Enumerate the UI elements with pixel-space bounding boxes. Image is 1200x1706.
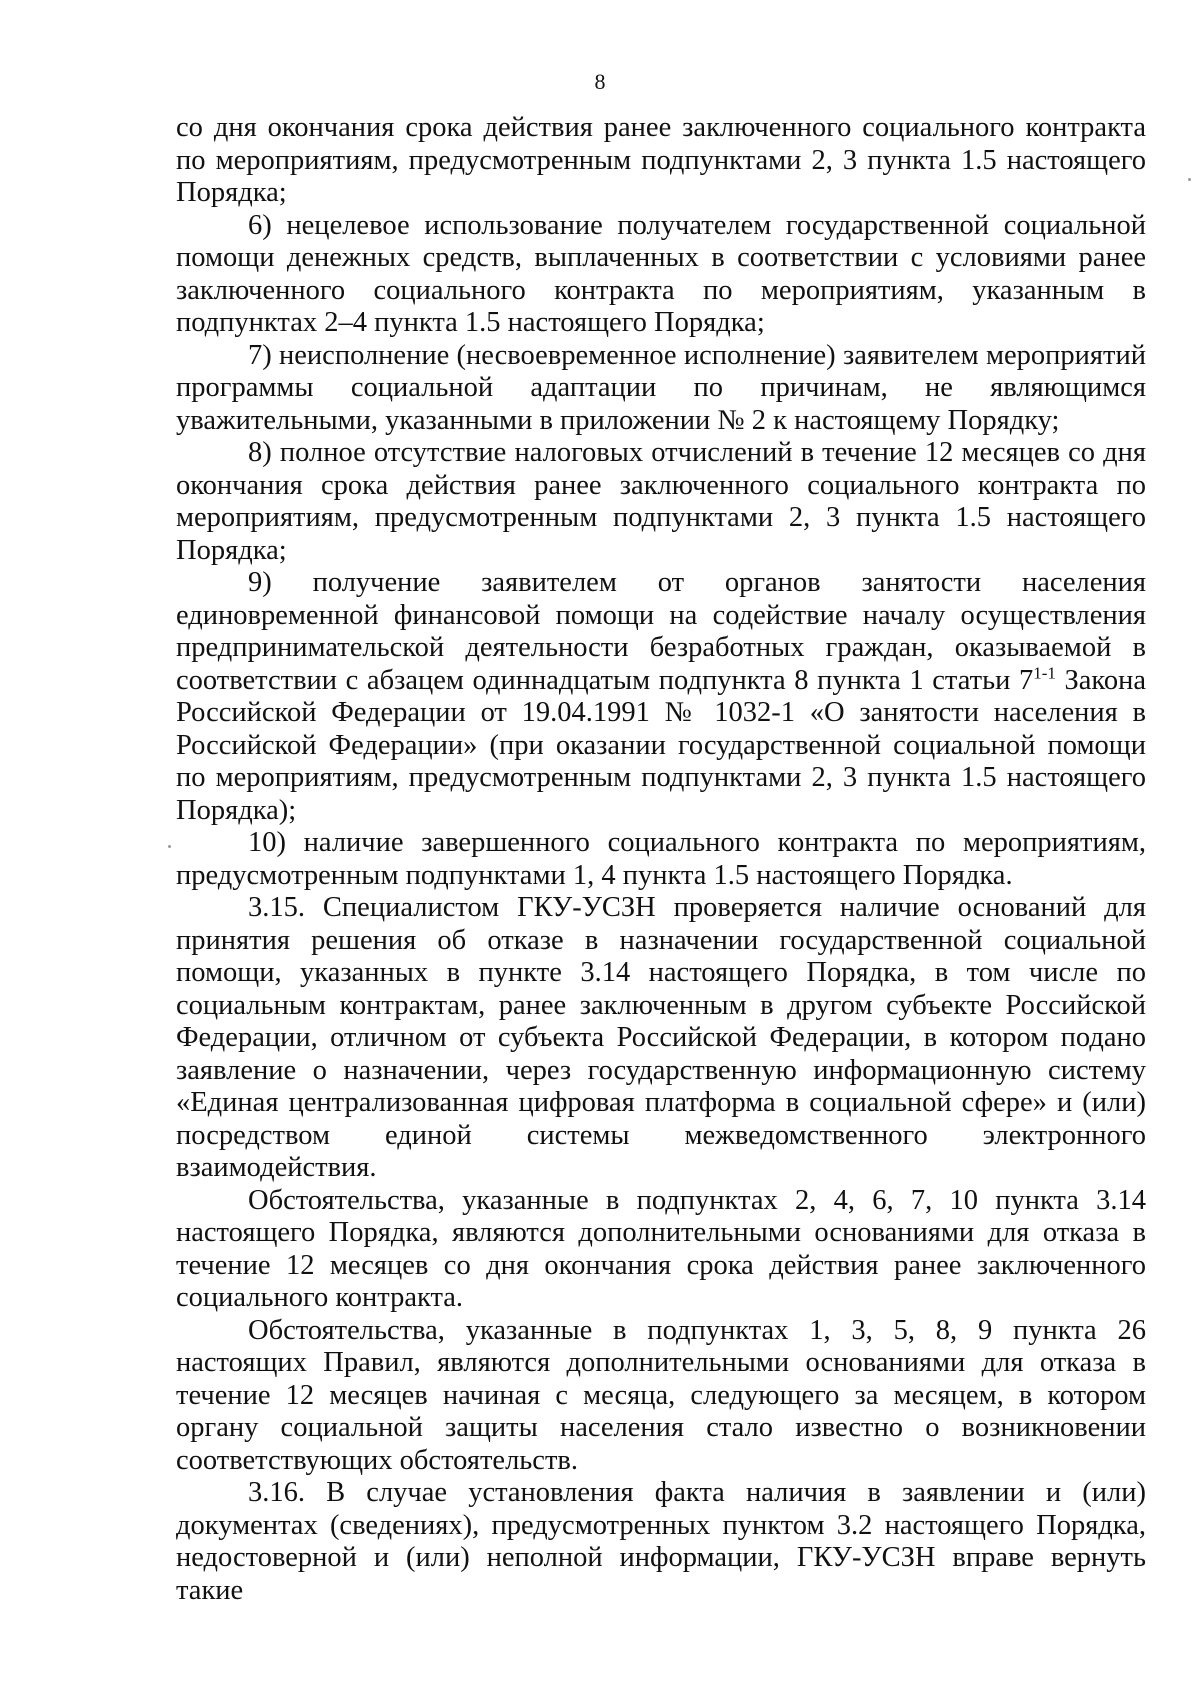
- paragraph-item-9-text-before: 9) получение заявителем от органов занятости населения единовременной финансовой помощи на содействие началу осуществления предпринимательской деятельности безработных граждан, оказываемой в соответствии с абзацем одиннадцатым подпункта 8 пункта 1 статьи 7: [176, 567, 1146, 696]
- paragraph-item-10: 10) наличие завершенного социального контракта по мероприятиям, предусмотренным подпунктами 1, 4 пункта 1.5 настоящего Порядка.: [176, 827, 1146, 891]
- scan-speck: [1188, 178, 1191, 181]
- paragraph-item-9: [176, 567, 1146, 827]
- paragraph-item-9-text-after: Закона Российской Федерации от 19.04.1991 № 1032-1 «О занятости населения в Российской Федерации» (при оказании государственной социальной помощи по мероприятиям, предусмотренным подпунктами 2, 3 пункта 1.5 настоящего Порядка);: [176, 664, 1146, 826]
- paragraph-item-8: 8) полное отсутствие налоговых отчислений в течение 12 месяцев со дня окончания срока действия ранее заключенного социального контракта по мероприятиям, предусмотренным подпунктами 2, 3 пункта 1.5 настоящего Порядка;: [176, 437, 1146, 566]
- article-superscript: 1-1: [1033, 663, 1056, 682]
- paragraph-circumstances-3-14: Обстоятельства, указанные в подпунктах 2, 4, 6, 7, 10 пункта 3.14 настоящего Порядка, являются дополнительными основаниями для отказа в течение 12 месяцев со дня окончания срока действия ранее заключенного социального контракта.: [176, 1184, 1146, 1313]
- paragraph-clause-3-16: 3.16. В случае установления факта наличия в заявлении и (или) документах (сведениях), предусмотренных пунктом 3.2 настоящего Порядка, недостоверной и (или) неполной информации, ГКУ-УСЗН вправе вернуть такие: [176, 1477, 1146, 1606]
- page-number: 8: [594, 69, 606, 94]
- paragraph-item-7: 7) неисполнение (несвоевременное исполнение) заявителем мероприятий программы социальной адаптации по причинам, не являющимся уважительными, указанными в приложении № 2 к настоящему Порядку;: [176, 339, 1146, 436]
- scan-speck: [168, 845, 171, 848]
- paragraph-item-6: 6) нецелевое использование получателем государственной социальной помощи денежных средств, выплаченных в соответствии с условиями ранее заключенного социального контракта по мероприятиям, указанным в подпунктах 2–4 пункта 1.5 настоящего Порядка;: [176, 209, 1146, 338]
- document-body: [176, 112, 1146, 1607]
- paragraph-circumstances-rules-26: Обстоятельства, указанные в подпунктах 1, 3, 5, 8, 9 пункта 26 настоящих Правил, являются дополнительными основаниями для отказа в течение 12 месяцев начиная с месяца, следующего за месяцем, в котором органу социальной защиты населения стало известно о возникновении соответствующих обстоятельств.: [176, 1314, 1146, 1476]
- paragraph-clause-3-15: 3.15. Специалистом ГКУ-УСЗН проверяется наличие оснований для принятия решения об отказе в назначении государственной социальной помощи, указанных в пункте 3.14 настоящего Порядка, в том числе по социальным контрактам, ранее заключенным в другом субъекте Российской Федерации, отличном от субъекта Российской Федерации, в котором подано заявление о назначении, через государственную информационную систему «Единая централизованная цифровая платформа в социальной сфере» и (или) посредством единой системы межведомственного электронного взаимодействия.: [176, 892, 1146, 1183]
- paragraph-continuation: со дня окончания срока действия ранее заключенного социального контракта по мероприятиям, предусмотренным подпунктами 2, 3 пункта 1.5 настоящего Порядка;: [176, 112, 1146, 208]
